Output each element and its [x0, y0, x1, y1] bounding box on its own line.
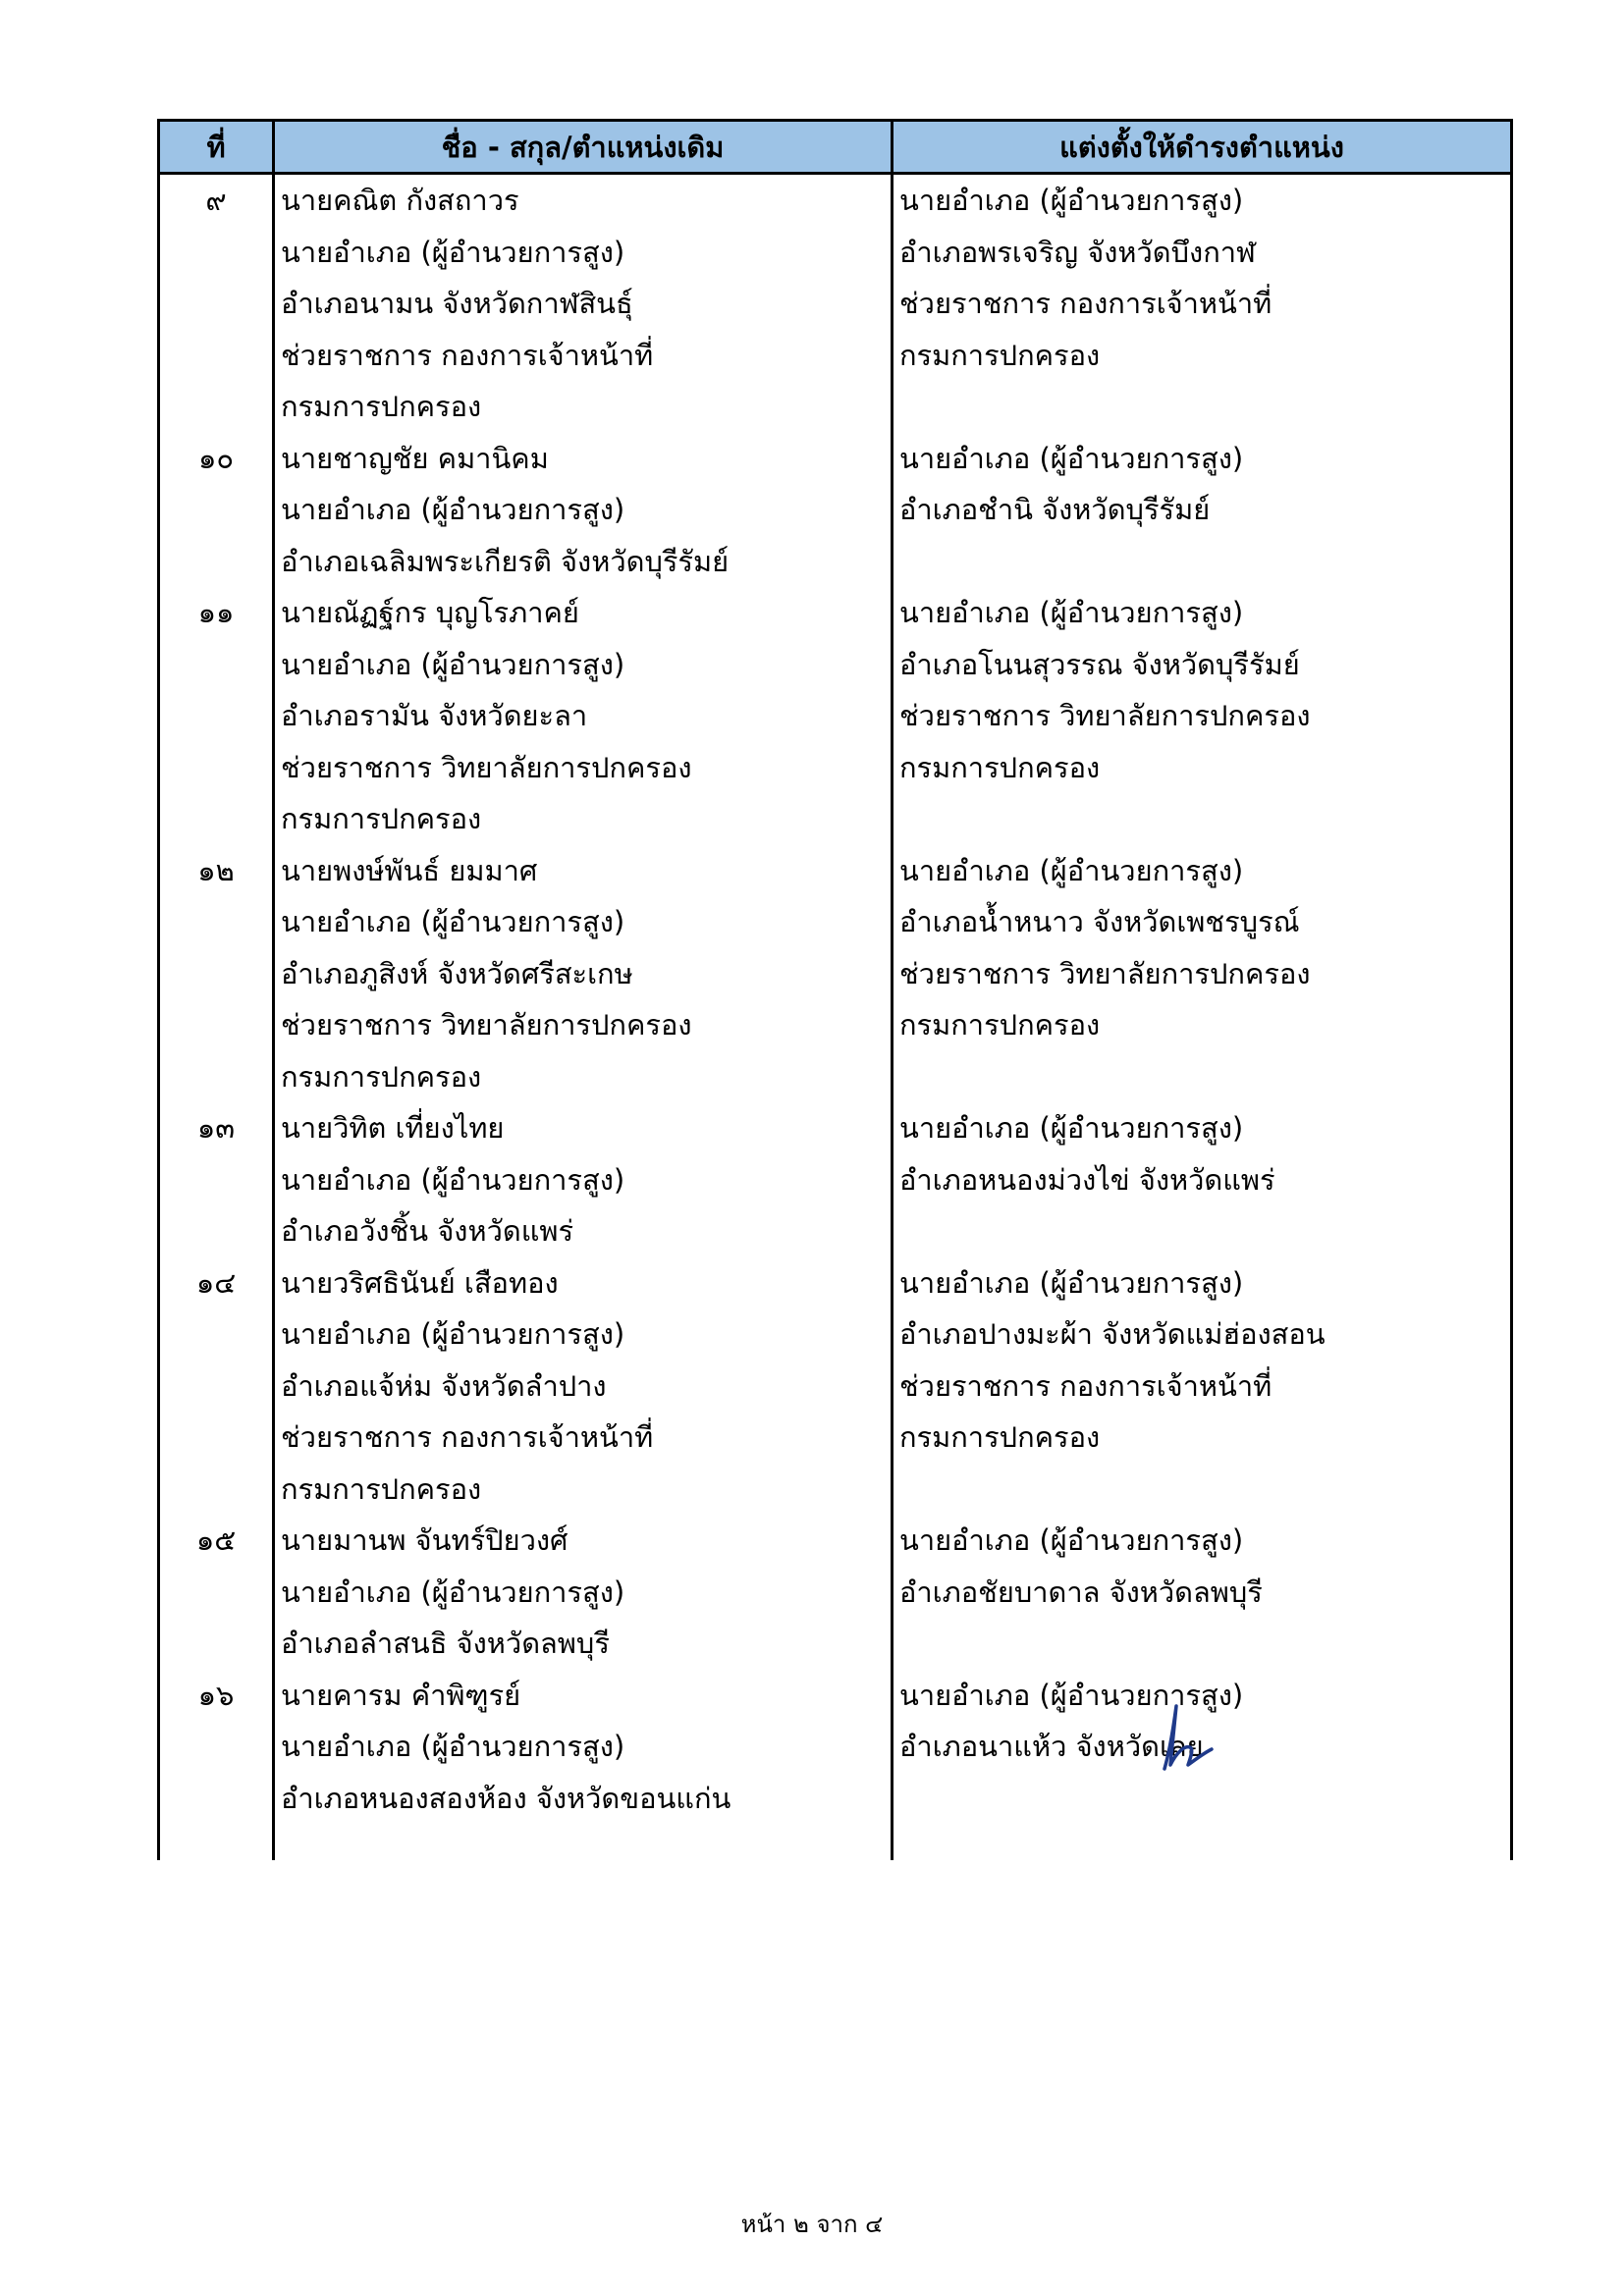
old-position-line: ช่วยราชการ วิทยาลัยการปกครอง — [281, 1008, 692, 1041]
old-position-line: อำเภอลำสนธิ จังหวัดลพบุรี — [281, 1627, 610, 1660]
old-position-line: นายอำเภอ (ผู้อำนวยการสูง) — [281, 235, 625, 269]
old-position-line: กรมการปกครอง — [281, 802, 482, 835]
old-position-line: ช่วยราชการ กองการเจ้าหน้าที่ — [281, 338, 654, 372]
appointment-table — [157, 119, 1513, 1860]
new-position-line: อำเภอนาแห้ว จังหวัดเลย — [899, 1730, 1204, 1763]
old-position-cell — [274, 845, 893, 1103]
new-position-line: นายอำเภอ (ผู้อำนวยการสูง) — [899, 596, 1244, 629]
row-number — [159, 1257, 274, 1516]
new-position-cell — [893, 1102, 1512, 1257]
old-position-line: กรมการปกครอง — [281, 390, 482, 423]
new-position-line: อำเภอโนนสุวรรณ จังหวัดบุรีรัมย์ — [899, 647, 1300, 681]
new-position-line: กรมการปกครอง — [899, 338, 1101, 372]
old-position-line: อำเภอเฉลิมพระเกียรติ จังหวัดบุรีรัมย์ — [281, 544, 730, 578]
header-no: ที่ — [159, 121, 274, 174]
table-row — [159, 433, 1512, 588]
old-position-line: นายวิทิต เที่ยงไทย — [281, 1111, 505, 1145]
new-position-line: นายอำเภอ (ผู้อำนวยการสูง) — [899, 184, 1244, 217]
old-position-line: นายมานพ จันทร์ปิยวงศ์ — [281, 1523, 568, 1557]
new-position-line: อำเภอปางมะผ้า จังหวัดแม่ฮ่องสอน — [899, 1317, 1326, 1351]
new-position-line: นายอำเภอ (ผู้อำนวยการสูง) — [899, 853, 1244, 887]
new-position-cell — [893, 845, 1512, 1103]
new-position-line — [899, 1051, 1510, 1103]
old-position-cell — [274, 1670, 893, 1825]
old-position-line: นายอำเภอ (ผู้อำนวยการสูง) — [281, 1575, 625, 1609]
old-position-cell — [274, 587, 893, 845]
table-bottom-spacer — [159, 1824, 1512, 1860]
old-position-line: อำเภอนามน จังหวัดกาฬสินธุ์ — [281, 287, 633, 320]
old-position-cell — [274, 1102, 893, 1257]
row-number — [159, 587, 274, 845]
new-position-line — [899, 536, 1510, 588]
old-position-line: นายอำเภอ (ผู้อำนวยการสูง) — [281, 905, 625, 938]
new-position-line: อำเภอชำนิ จังหวัดบุรีรัมย์ — [899, 493, 1211, 526]
old-position-line: นายอำเภอ (ผู้อำนวยการสูง) — [281, 1730, 625, 1763]
row-number-text: ๙ — [205, 184, 227, 217]
new-position-cell — [893, 433, 1512, 588]
table-row — [159, 587, 1512, 845]
header-old-position: ชื่อ - สกุล/ตำแหน่งเดิม — [274, 121, 893, 174]
old-position-cell — [274, 433, 893, 588]
new-position-line: นายอำเภอ (ผู้อำนวยการสูง) — [899, 1111, 1244, 1145]
new-position-line: นายอำเภอ (ผู้อำนวยการสูง) — [899, 441, 1244, 475]
new-position-line — [899, 793, 1510, 845]
header-new-position: แต่งตั้งให้ดำรงตำแหน่ง — [893, 121, 1512, 174]
new-position-line: ช่วยราชการ วิทยาลัยการปกครอง — [899, 699, 1311, 732]
old-position-line: นายวริศธินันย์ เสือทอง — [281, 1265, 559, 1300]
row-number-text: ๑๓ — [196, 1111, 236, 1145]
old-position-line: กรมการปกครอง — [281, 1059, 482, 1094]
old-position-line: อำเภอวังชิ้น จังหวัดแพร่ — [281, 1214, 574, 1248]
page-number: หน้า ๒ จาก ๔ — [740, 2211, 884, 2238]
table-row — [159, 1670, 1512, 1825]
old-position-line: นายพงษ์พันธ์ ยมมาศ — [281, 853, 538, 887]
table-row — [159, 845, 1512, 1103]
new-position-line: กรมการปกครอง — [899, 1420, 1101, 1454]
new-position-line: นายอำเภอ (ผู้อำนวยการสูง) — [899, 1265, 1244, 1300]
row-number — [159, 1102, 274, 1257]
new-position-line — [899, 381, 1510, 433]
old-position-line: ช่วยราชการ กองการเจ้าหน้าที่ — [281, 1420, 654, 1454]
table-row — [159, 1515, 1512, 1670]
row-number-text: ๑๐ — [197, 441, 235, 475]
old-position-line: นายณัฏฐ์กร บุญโรภาคย์ — [281, 596, 579, 629]
new-position-cell — [893, 587, 1512, 845]
row-number-text: ๑๖ — [197, 1678, 235, 1712]
row-number — [159, 1670, 274, 1825]
old-position-line: นายอำเภอ (ผู้อำนวยการสูง) — [281, 1317, 625, 1351]
new-position-line: อำเภอชัยบาดาล จังหวัดลพบุรี — [899, 1575, 1263, 1609]
new-position-cell — [893, 174, 1512, 433]
old-position-line: อำเภอแจ้ห่ม จังหวัดลำปาง — [281, 1368, 607, 1403]
new-position-line: นายอำเภอ (ผู้อำนวยการสูง) — [899, 1523, 1244, 1557]
new-position-line: อำเภอหนองม่วงไข่ จังหวัดแพร่ — [899, 1162, 1275, 1197]
old-position-line: นายคณิต กังสถาวร — [281, 184, 519, 217]
new-position-line: ช่วยราชการ กองการเจ้าหน้าที่ — [899, 1368, 1272, 1403]
old-position-cell — [274, 1257, 893, 1516]
old-position-line: นายคารม คำพิฑูรย์ — [281, 1678, 521, 1712]
row-number — [159, 845, 274, 1103]
new-position-line: ช่วยราชการ กองการเจ้าหน้าที่ — [899, 287, 1272, 320]
row-number-text: ๑๑ — [197, 596, 235, 629]
row-number-text: ๑๔ — [195, 1265, 237, 1300]
old-position-line: นายอำเภอ (ผู้อำนวยการสูง) — [281, 647, 625, 681]
new-position-line: อำเภอพรเจริญ จังหวัดบึงกาฬ — [899, 235, 1256, 269]
row-number — [159, 1515, 274, 1670]
new-position-line: นายอำเภอ (ผู้อำนวยการสูง) — [899, 1678, 1244, 1712]
new-position-line — [899, 1773, 1510, 1825]
new-position-cell — [893, 1257, 1512, 1516]
row-number-text: ๑๒ — [197, 853, 235, 887]
old-position-line: นายอำเภอ (ผู้อำนวยการสูง) — [281, 1162, 625, 1197]
table-row — [159, 1257, 1512, 1516]
old-position-line: อำเภอรามัน จังหวัดยะลา — [281, 699, 588, 732]
old-position-cell — [274, 1515, 893, 1670]
new-position-line: กรมการปกครอง — [899, 750, 1101, 784]
old-position-line: นายอำเภอ (ผู้อำนวยการสูง) — [281, 493, 625, 526]
old-position-line: นายชาญชัย คมานิคม — [281, 441, 549, 475]
signature-icon — [1159, 1696, 1218, 1775]
old-position-cell — [274, 174, 893, 433]
new-position-line: อำเภอน้ำหนาว จังหวัดเพชรบูรณ์ — [899, 905, 1300, 938]
old-position-line: กรมการปกครอง — [281, 1471, 482, 1506]
row-number — [159, 433, 274, 588]
row-number — [159, 174, 274, 433]
new-position-line: กรมการปกครอง — [899, 1008, 1101, 1041]
new-position-cell — [893, 1515, 1512, 1670]
old-position-line: ช่วยราชการ วิทยาลัยการปกครอง — [281, 750, 692, 784]
table-row — [159, 1102, 1512, 1257]
row-number-text: ๑๕ — [195, 1523, 237, 1557]
old-position-line: อำเภอภูสิงห์ จังหวัดศรีสะเกษ — [281, 956, 633, 990]
table-row — [159, 174, 1512, 433]
old-position-line: อำเภอหนองสองห้อง จังหวัดขอนแก่น — [281, 1781, 731, 1815]
new-position-line — [899, 1205, 1510, 1257]
new-position-line: ช่วยราชการ วิทยาลัยการปกครอง — [899, 956, 1311, 990]
new-position-line — [899, 1464, 1510, 1516]
table-header-row — [159, 121, 1512, 174]
new-position-line — [899, 1618, 1510, 1670]
